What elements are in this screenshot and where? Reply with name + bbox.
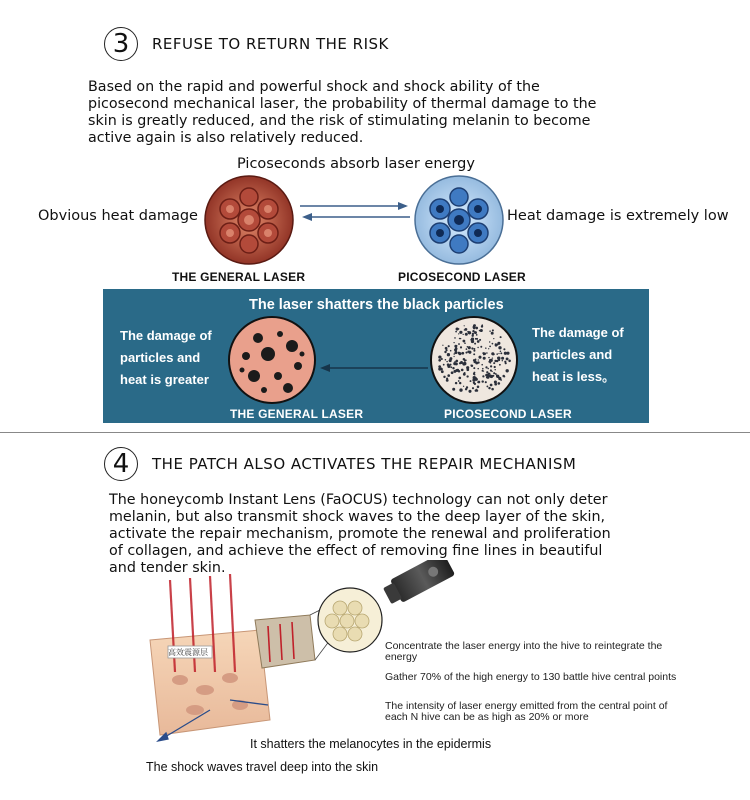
particle-dot bbox=[445, 359, 447, 361]
particle-dot bbox=[456, 360, 459, 363]
particle-dot bbox=[475, 377, 477, 379]
particle-dot bbox=[468, 346, 471, 349]
particle-dot bbox=[491, 332, 494, 335]
particle-dot bbox=[485, 366, 487, 368]
particle-dot bbox=[479, 339, 481, 341]
particle-dot bbox=[475, 338, 477, 340]
particle-dot bbox=[462, 340, 465, 343]
particle-dot bbox=[438, 359, 441, 362]
particle-dot bbox=[451, 371, 454, 374]
particle-dot bbox=[473, 353, 475, 355]
particle-dot bbox=[495, 343, 497, 345]
picosecond-laser-label-top: PICOSECOND LASER bbox=[398, 270, 526, 284]
particle-dot bbox=[482, 370, 484, 372]
picosecond-laser-label-panel: PICOSECOND LASER bbox=[444, 407, 572, 421]
particle-dot bbox=[459, 331, 462, 334]
right-heat-caption: Heat damage is extremely low bbox=[507, 208, 729, 224]
particle-dot bbox=[442, 345, 443, 346]
particle-dot bbox=[459, 362, 461, 364]
panel-heading: The laser shatters the black particles bbox=[249, 297, 504, 313]
particle-dot bbox=[473, 324, 476, 327]
particle-dot bbox=[474, 343, 476, 345]
particle-dot bbox=[506, 352, 508, 354]
particle-dot bbox=[472, 388, 474, 390]
compare-heading: Picoseconds absorb laser energy bbox=[237, 156, 475, 172]
particle-dot bbox=[480, 329, 483, 332]
particle-dot bbox=[473, 348, 475, 350]
particle-dot bbox=[473, 382, 475, 384]
particle-dot bbox=[460, 346, 462, 348]
particle-dot bbox=[485, 347, 487, 349]
particle-dot bbox=[468, 390, 471, 393]
particle-dot bbox=[447, 353, 450, 356]
particle-dot bbox=[472, 378, 475, 381]
particle-dot bbox=[477, 382, 478, 383]
particle-dot bbox=[466, 386, 468, 388]
particle-dot bbox=[482, 368, 484, 370]
particle-dot bbox=[441, 370, 444, 373]
particle-dot bbox=[441, 367, 442, 368]
particle-dot bbox=[504, 376, 506, 378]
particle-dot bbox=[498, 346, 501, 349]
particle-dot bbox=[458, 377, 461, 380]
particle-dot bbox=[481, 380, 483, 382]
particle-dot bbox=[447, 374, 450, 377]
particle-dot bbox=[477, 368, 479, 370]
particle-dot bbox=[458, 380, 460, 382]
particle-dot bbox=[456, 345, 457, 346]
particle-dot bbox=[502, 360, 503, 361]
particle-dot bbox=[459, 388, 462, 391]
particle-dot bbox=[496, 353, 498, 355]
particle-dot bbox=[454, 361, 455, 362]
particle-dot bbox=[470, 339, 471, 340]
particle-dot bbox=[458, 328, 460, 330]
particle-dot bbox=[488, 373, 490, 375]
particle-dot bbox=[464, 360, 465, 361]
particle-dot bbox=[494, 369, 495, 370]
skin-layer-tag: 高效震源层 bbox=[168, 648, 208, 657]
note-energy-hive: Concentrate the laser energy into the hive to reintegrate the energy bbox=[385, 640, 663, 663]
particle-dot bbox=[473, 373, 475, 375]
particle-dot bbox=[477, 340, 480, 343]
general-laser-cell-image bbox=[204, 175, 294, 265]
particle-dot bbox=[491, 371, 492, 372]
particle-dot bbox=[464, 372, 466, 374]
particle-dot bbox=[473, 367, 475, 369]
particle-dot bbox=[486, 377, 488, 379]
particle-dot bbox=[438, 355, 441, 358]
particle-dot bbox=[443, 376, 445, 378]
particle-dot bbox=[486, 385, 488, 387]
particle-dot bbox=[450, 366, 452, 368]
particle-dot bbox=[472, 333, 474, 335]
picosecond-laser-particles-image bbox=[430, 316, 518, 404]
particle-dot bbox=[458, 370, 461, 373]
particle-dot bbox=[461, 369, 464, 372]
particle-dot bbox=[444, 351, 446, 353]
panel-arrow-icon bbox=[318, 362, 430, 374]
particle-dot bbox=[458, 333, 459, 334]
particle-dot bbox=[489, 341, 490, 342]
particle-dot bbox=[466, 348, 468, 350]
particle-dot bbox=[486, 352, 488, 354]
particle-dot bbox=[485, 381, 487, 383]
note-intensity: The intensity of laser energy emitted from the central point of each N hive can be as high as 20% or more bbox=[385, 700, 668, 723]
particle-dot bbox=[449, 364, 451, 366]
particle-dot bbox=[498, 353, 499, 354]
particle-dot bbox=[500, 350, 502, 352]
particle-dot bbox=[453, 356, 454, 357]
particle-dot bbox=[450, 350, 452, 352]
particle-dot bbox=[456, 351, 458, 353]
particle-dot bbox=[492, 343, 494, 345]
particle-dot bbox=[475, 359, 477, 361]
particle-dot bbox=[508, 360, 511, 363]
particle-dot bbox=[500, 379, 502, 381]
step-number-3: 3 bbox=[104, 27, 138, 61]
particle-dot bbox=[506, 369, 509, 372]
particle-dot bbox=[478, 356, 481, 359]
particle-dot bbox=[483, 352, 486, 355]
particle-dot bbox=[494, 383, 497, 386]
particle-dot bbox=[494, 366, 496, 368]
particle-dot bbox=[500, 352, 502, 354]
particle-dot bbox=[506, 357, 509, 360]
particle-dot bbox=[488, 357, 489, 358]
particle-dot bbox=[492, 357, 493, 358]
particle-dot bbox=[502, 358, 504, 360]
particle-dot bbox=[470, 365, 471, 366]
section-3-paragraph: Based on the rapid and powerful shock and shock ability of the picosecond mechanical laser, the probability of thermal damage to the skin is greatly reduced, and the risk of stimulating melanin to become active again is also relatively reduced. bbox=[88, 79, 597, 146]
particle-dot bbox=[446, 378, 448, 380]
particle-dot bbox=[438, 365, 441, 368]
particle-dot bbox=[490, 384, 493, 387]
particle-dot bbox=[496, 360, 498, 362]
particle-dot bbox=[477, 347, 478, 348]
particle-dot bbox=[449, 357, 452, 360]
particle-dot bbox=[495, 373, 496, 374]
particle-dot bbox=[448, 345, 450, 347]
particle-dot bbox=[447, 363, 450, 366]
particle-dot bbox=[465, 352, 467, 354]
particle-dot bbox=[497, 382, 500, 385]
particle-dot bbox=[464, 342, 466, 344]
particle-dot bbox=[497, 357, 500, 360]
particle-dot bbox=[471, 337, 474, 340]
particle-dot bbox=[445, 347, 448, 350]
panel-left-text: The damage of particles and heat is greater bbox=[120, 328, 212, 387]
particle-dot bbox=[443, 364, 445, 366]
particle-dot bbox=[475, 362, 478, 365]
particle-dot bbox=[466, 368, 469, 371]
particle-dot bbox=[446, 361, 447, 362]
particle-dot bbox=[485, 374, 488, 377]
particle-dot bbox=[505, 362, 506, 363]
particle-dot bbox=[487, 368, 489, 370]
particle-dot bbox=[478, 359, 479, 360]
particle-dot bbox=[490, 362, 492, 364]
particle-dot bbox=[488, 348, 489, 349]
general-laser-label-top: THE GENERAL LASER bbox=[172, 270, 306, 284]
particle-dot bbox=[466, 375, 468, 377]
section-4-title: THE PATCH ALSO ACTIVATES THE REPAIR MECHANISM bbox=[152, 455, 577, 473]
particle-dot bbox=[463, 386, 464, 387]
general-laser-particles-image bbox=[228, 316, 316, 404]
particle-dot bbox=[459, 382, 461, 384]
step-number-4: 4 bbox=[104, 447, 138, 481]
panel-right-text: The damage of particles and heat is less。 bbox=[532, 325, 624, 384]
particle-dot bbox=[491, 352, 494, 355]
particle-dot bbox=[454, 337, 456, 339]
particle-dot bbox=[483, 357, 486, 360]
general-laser-label-panel: THE GENERAL LASER bbox=[230, 407, 364, 421]
particle-dot bbox=[463, 334, 464, 335]
particle-dot bbox=[452, 367, 454, 369]
particle-dot bbox=[475, 389, 478, 392]
particle-dot bbox=[491, 388, 494, 391]
particle-dot bbox=[492, 375, 494, 377]
caption-shock-waves: The shock waves travel deep into the skin bbox=[146, 760, 379, 774]
section-3-title: REFUSE TO RETURN THE RISK bbox=[152, 35, 389, 53]
picosecond-laser-cell-image bbox=[414, 175, 504, 265]
particle-dot bbox=[489, 346, 491, 348]
particle-dot bbox=[455, 331, 457, 333]
particle-dot bbox=[474, 331, 477, 334]
particle-dot bbox=[473, 350, 475, 352]
particle-dot bbox=[490, 365, 492, 367]
particle-dot bbox=[459, 338, 461, 340]
particle-dot bbox=[500, 336, 502, 338]
note-gather-energy: Gather 70% of the high energy to 130 battle hive central points bbox=[385, 671, 677, 683]
particle-dot bbox=[458, 352, 461, 355]
particle-dot bbox=[468, 331, 471, 334]
section-divider bbox=[0, 432, 750, 433]
double-arrow-icon bbox=[298, 200, 414, 224]
particle-dot bbox=[470, 380, 472, 382]
particle-dot bbox=[499, 364, 501, 366]
particle-dot bbox=[503, 348, 505, 350]
particle-dot bbox=[480, 346, 482, 348]
particle-dot bbox=[453, 362, 456, 365]
particle-dot bbox=[477, 386, 480, 389]
particle-dot bbox=[488, 387, 490, 389]
caption-melanocytes: It shatters the melanocytes in the epidermis bbox=[250, 737, 492, 751]
particle-dot bbox=[471, 347, 473, 349]
particle-dot bbox=[492, 329, 494, 331]
particle-dot bbox=[493, 362, 495, 364]
left-heat-caption: Obvious heat damage bbox=[38, 208, 198, 224]
particle-dot bbox=[464, 328, 467, 331]
particle-dot bbox=[453, 370, 456, 373]
particle-dot bbox=[452, 388, 455, 391]
particle-dot bbox=[464, 325, 465, 326]
particle-dot bbox=[481, 364, 483, 366]
particle-dot bbox=[475, 327, 478, 330]
particle-dot bbox=[476, 379, 478, 381]
particle-dot bbox=[453, 342, 454, 343]
particle-dot bbox=[489, 330, 491, 332]
particle-dot bbox=[482, 324, 483, 325]
particle-dot bbox=[463, 358, 466, 361]
particle-dot bbox=[468, 351, 471, 354]
particle-dot bbox=[455, 382, 457, 384]
particle-dot bbox=[497, 342, 500, 345]
particle-dot bbox=[482, 375, 484, 377]
particle-dot bbox=[454, 348, 457, 351]
particle-dot bbox=[476, 334, 478, 336]
particle-dot bbox=[461, 352, 464, 355]
particle-dot bbox=[465, 333, 468, 336]
particle-dot bbox=[493, 338, 494, 339]
particle-dot bbox=[463, 362, 466, 365]
particle-dot bbox=[458, 343, 460, 345]
section-4-paragraph: The honeycomb Instant Lens (FaOCUS) technology can not only deter melanin, but also transmit shock waves to the deep layer of the skin, activate the repair mechanism, promote the renewal and proliferation of collagen, and achieve the effect of removing fine lines in beautiful and tender skin. bbox=[109, 492, 611, 576]
particle-dot bbox=[490, 359, 493, 362]
